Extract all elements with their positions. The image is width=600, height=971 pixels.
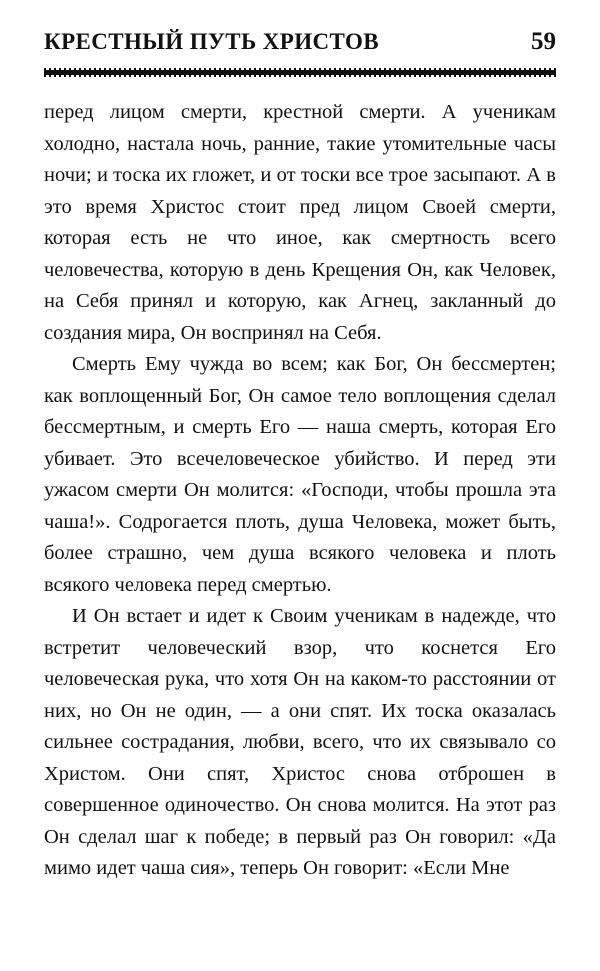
decorative-rule [44, 68, 556, 77]
page-number: 59 [531, 28, 556, 55]
body-text [44, 97, 556, 885]
page-header [44, 28, 556, 56]
running-title: КРЕСТНЫЙ ПУТЬ ХРИСТОВ [44, 29, 380, 54]
paragraph: Смерть Ему чужда во всем; как Бог, Он бессмертен; как воплощенный Бог, Он самое тело воплощения сделал бессмертным, и смерть Его — наша смерть, которая Его убивает. Это всечеловеческое убийство. И перед эти ужасом смерти Он молится: «Господи, чтобы прошла эта чаша!». Содрогается плоть, душа Человека, может быть, более страшно, чем душа всякого человека и плоть всякого человека перед смертью. [44, 353, 556, 596]
paragraph: И Он встает и идет к Своим ученикам в надежде, что встретит человеческий взор, что коснется Его человеческая рука, что хотя Он на каком-то расстоянии от них, но Он не один, — а они спят. Их тоска оказалась сильнее сострадания, любви, всего, что их связывало со Христом. Они спят, Христос снова отброшен в совершенное одиночество. Он снова молится. На этот раз Он сделал шаг к победе; в первый раз Он говорил: «Да мимо идет чаша сия», теперь Он говорит: «Если Мне [44, 605, 556, 879]
rule-teeth-bottom [44, 74, 556, 77]
paragraph: перед лицом смерти, крестной смерти. А ученикам холодно, настала ночь, ранние, такие утомительные часы ночи; и тоска их гложет, и от тоски все трое засыпают. А в это время Христос стоит пред лицом Своей смерти, которая есть не что иное, как смертность всего человечества, которую в день Крещения Он, как Человек, на Себя принял и которую, как Агнец, закланный до создания мира, Он воспринял на Себя. [44, 101, 556, 344]
